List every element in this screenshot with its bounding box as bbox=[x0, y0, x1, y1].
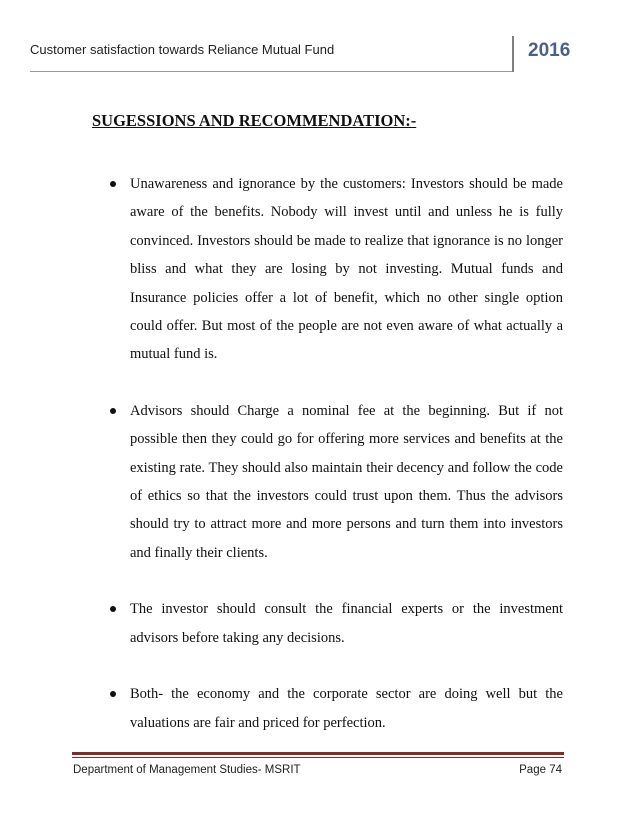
list-item bbox=[110, 170, 563, 369]
footer-rule-thin bbox=[72, 757, 564, 758]
bullet-icon bbox=[110, 181, 116, 187]
list-item-text: Both- the economy and the corporate sector are doing well but the valuations are fair and priced for perfection. bbox=[130, 686, 563, 731]
bullet-icon bbox=[110, 691, 116, 697]
header-divider bbox=[512, 36, 514, 72]
list-item bbox=[110, 595, 563, 652]
list-item-text: Advisors should Charge a nominal fee at the beginning. But if not possible then they could go for offering more services and benefits at the existing rate. They should also maintain their decency and follow the code of ethics so that the investors could trust upon them. Thus the advisors should try to attract more and more persons and turn them into investors and finally their clients. bbox=[130, 402, 563, 561]
recommendations-content bbox=[110, 170, 563, 765]
footer-rule-thick bbox=[72, 752, 564, 755]
list-item bbox=[110, 680, 563, 737]
bullet-icon bbox=[110, 408, 116, 414]
recommendations-list bbox=[110, 170, 563, 737]
list-item-text: Unawareness and ignorance by the customers: Investors should be made aware of the benefits. Nobody will invest until and unless he is fully convinced. Investors should be made to realize that ignorance is no longer bliss and what they are losing by not investing. Mutual funds and Insurance policies offer a lot of benefit, which no other single option could offer. But most of the people are not even aware of what actually a mutual fund is. bbox=[130, 176, 563, 363]
section-title: SUGESSIONS AND RECOMMENDATION:- bbox=[92, 111, 417, 130]
footer-page-number: Page 74 bbox=[519, 764, 562, 776]
header-title: Customer satisfaction towards Reliance Mutual Fund bbox=[30, 42, 335, 57]
header-year: 2016 bbox=[528, 40, 571, 61]
bullet-icon bbox=[110, 606, 116, 612]
list-item-text: The investor should consult the financial experts or the investment advisors before taking any decisions. bbox=[130, 601, 563, 646]
footer-department: Department of Management Studies- MSRIT bbox=[73, 764, 301, 776]
list-item bbox=[110, 397, 563, 567]
page-header bbox=[30, 36, 608, 76]
header-rule bbox=[30, 71, 512, 72]
